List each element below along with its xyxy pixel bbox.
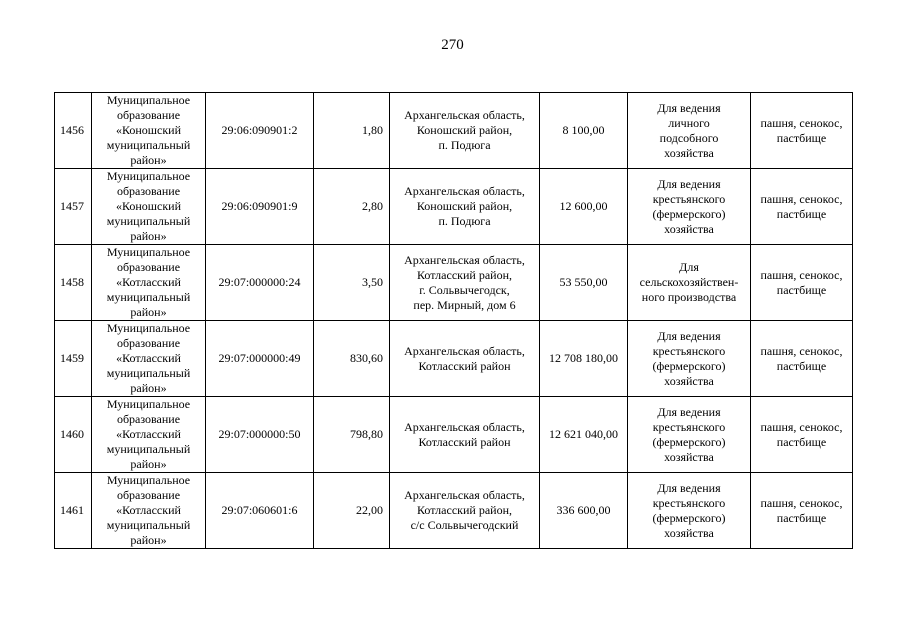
permitted-use-line: (фермерского) — [652, 434, 726, 449]
permitted-use-cell — [628, 93, 751, 169]
owner-line: образование — [116, 336, 181, 350]
land-category-cell — [751, 397, 853, 473]
owner-line: Муниципальное — [106, 473, 191, 487]
owner-cell — [92, 169, 206, 245]
address-line: Коношский район, — [416, 199, 513, 213]
permitted-use-line: хозяйства — [664, 449, 714, 464]
address-line: г. Сольвычегодск, — [419, 282, 510, 297]
permitted-use-line: Для ведения — [657, 328, 721, 343]
owner-line: муниципальный — [106, 442, 191, 456]
land-category-cell — [751, 93, 853, 169]
area-cell: 22,00 — [314, 473, 390, 549]
owner-line: Муниципальное — [106, 321, 191, 335]
owner-line: Муниципальное — [106, 245, 191, 259]
table-row — [55, 169, 853, 245]
land-category-line: пастбище — [776, 282, 827, 297]
owner-line: район» — [130, 229, 167, 243]
owner-line: образование — [116, 184, 181, 198]
address-cell — [390, 473, 540, 549]
area-cell: 2,80 — [314, 169, 390, 245]
address-line: Архангельская область, — [404, 343, 525, 358]
table-row — [55, 473, 853, 549]
permitted-use-line: крестьянского — [652, 343, 726, 358]
permitted-use-line: Для ведения — [657, 100, 721, 115]
owner-cell — [92, 397, 206, 473]
permitted-use-cell — [628, 397, 751, 473]
address-line: Архангельская область, — [404, 252, 525, 267]
land-category-line: пашня, сенокос, — [760, 115, 843, 130]
area-cell: 798,80 — [314, 397, 390, 473]
land-category-cell — [751, 473, 853, 549]
cadastral-value-cell: 12 600,00 — [540, 169, 628, 245]
address-line: Архангельская область, — [404, 184, 525, 198]
page-number: 270 — [441, 37, 464, 53]
row-number-cell: 1461 — [55, 473, 92, 549]
owner-line: муниципальный — [106, 366, 191, 380]
owner-line: образование — [116, 488, 181, 502]
permitted-use-line: Для ведения — [657, 480, 721, 495]
owner-line: район» — [130, 305, 167, 319]
land-category-line: пастбище — [776, 510, 827, 525]
table-row — [55, 397, 853, 473]
permitted-use-line: подсобного — [659, 130, 719, 145]
owner-line: муниципальный — [106, 138, 191, 152]
permitted-use-line: крестьянского — [652, 419, 726, 434]
address-line: Котласский район, — [416, 503, 512, 517]
row-number-cell: 1460 — [55, 397, 92, 473]
owner-line: Муниципальное — [106, 397, 191, 411]
permitted-use-cell — [628, 169, 751, 245]
address-line: пер. Мирный, дом 6 — [413, 297, 516, 312]
permitted-use-cell — [628, 245, 751, 321]
land-category-line: пашня, сенокос, — [760, 343, 843, 358]
cadastral-value-cell: 8 100,00 — [540, 93, 628, 169]
permitted-use-line: крестьянского — [652, 495, 726, 510]
table-row — [55, 321, 853, 397]
owner-line: образование — [116, 108, 181, 122]
owner-line: «Коношский — [115, 199, 182, 213]
permitted-use-line: крестьянского — [652, 191, 726, 206]
owner-line: район» — [130, 381, 167, 395]
address-cell — [390, 397, 540, 473]
permitted-use-cell — [628, 321, 751, 397]
cadastral-number-cell: 29:07:060601:6 — [206, 473, 314, 549]
permitted-use-cell — [628, 473, 751, 549]
area-cell: 830,60 — [314, 321, 390, 397]
owner-line: район» — [130, 533, 167, 547]
permitted-use-line: Для — [679, 260, 699, 274]
address-cell — [390, 169, 540, 245]
permitted-use-line: (фермерского) — [652, 206, 726, 221]
address-line: п. Подюга — [438, 138, 491, 152]
permitted-use-line: хозяйства — [664, 373, 714, 388]
permitted-use-line: хозяйства — [664, 221, 714, 236]
permitted-use-line: (фермерского) — [652, 358, 726, 373]
land-category-line: пастбище — [776, 206, 827, 221]
land-category-cell — [751, 245, 853, 321]
permitted-use-line: Для ведения — [657, 176, 721, 191]
address-line: Архангельская область, — [404, 108, 525, 122]
land-category-line: пашня, сенокос, — [760, 267, 843, 282]
cadastral-value-cell: 336 600,00 — [540, 473, 628, 549]
owner-cell — [92, 473, 206, 549]
permitted-use-line: хозяйства — [664, 525, 714, 540]
owner-line: муниципальный — [106, 214, 191, 228]
permitted-use-line: хозяйства — [664, 145, 714, 160]
land-registry-table — [54, 92, 853, 549]
permitted-use-line: сельскохозяйствен- — [639, 275, 739, 289]
land-category-line: пастбище — [776, 130, 827, 145]
owner-line: образование — [116, 412, 181, 426]
land-category-cell — [751, 321, 853, 397]
cadastral-value-cell: 12 708 180,00 — [540, 321, 628, 397]
cadastral-number-cell: 29:07:000000:50 — [206, 397, 314, 473]
cadastral-value-cell: 12 621 040,00 — [540, 397, 628, 473]
cadastral-number-cell: 29:07:000000:24 — [206, 245, 314, 321]
table-body — [55, 93, 853, 549]
owner-line: «Котласский — [116, 427, 181, 441]
owner-line: «Котласский — [116, 503, 181, 517]
cadastral-number-cell: 29:07:000000:49 — [206, 321, 314, 397]
owner-line: район» — [130, 457, 167, 471]
address-cell — [390, 93, 540, 169]
row-number-cell: 1459 — [55, 321, 92, 397]
land-category-line: пашня, сенокос, — [760, 191, 843, 206]
owner-line: образование — [116, 260, 181, 274]
owner-cell — [92, 245, 206, 321]
table-row — [55, 245, 853, 321]
address-line: Котласский район, — [416, 267, 512, 282]
owner-line: Муниципальное — [106, 169, 191, 183]
address-line: п. Подюга — [438, 214, 491, 228]
area-cell: 1,80 — [314, 93, 390, 169]
owner-line: муниципальный — [106, 518, 191, 532]
cadastral-value-cell: 53 550,00 — [540, 245, 628, 321]
cadastral-number-cell: 29:06:090901:2 — [206, 93, 314, 169]
permitted-use-line: Для ведения — [657, 404, 721, 419]
owner-line: «Котласский — [116, 351, 181, 365]
address-line: с/с Сольвычегодский — [410, 518, 519, 532]
row-number-cell: 1458 — [55, 245, 92, 321]
land-category-line: пастбище — [776, 434, 827, 449]
address-line: Котласский район — [418, 358, 511, 373]
owner-cell — [92, 93, 206, 169]
address-cell — [390, 245, 540, 321]
owner-line: Муниципальное — [106, 93, 191, 107]
land-category-line: пашня, сенокос, — [760, 495, 843, 510]
owner-line: район» — [130, 153, 167, 167]
address-line: Коношский район, — [416, 123, 513, 137]
land-category-cell — [751, 169, 853, 245]
address-line: Архангельская область, — [404, 419, 525, 434]
permitted-use-line: личного — [668, 115, 710, 130]
address-cell — [390, 321, 540, 397]
cadastral-number-cell: 29:06:090901:9 — [206, 169, 314, 245]
owner-line: «Котласский — [116, 275, 181, 289]
permitted-use-line: ного производства — [641, 290, 737, 304]
row-number-cell: 1456 — [55, 93, 92, 169]
land-category-line: пашня, сенокос, — [760, 419, 843, 434]
address-line: Котласский район — [418, 434, 511, 449]
owner-line: муниципальный — [106, 290, 191, 304]
land-category-line: пастбище — [776, 358, 827, 373]
address-line: Архангельская область, — [404, 488, 525, 502]
owner-line: «Коношский — [115, 123, 182, 137]
owner-cell — [92, 321, 206, 397]
row-number-cell: 1457 — [55, 169, 92, 245]
area-cell: 3,50 — [314, 245, 390, 321]
permitted-use-line: (фермерского) — [652, 510, 726, 525]
table-row — [55, 93, 853, 169]
